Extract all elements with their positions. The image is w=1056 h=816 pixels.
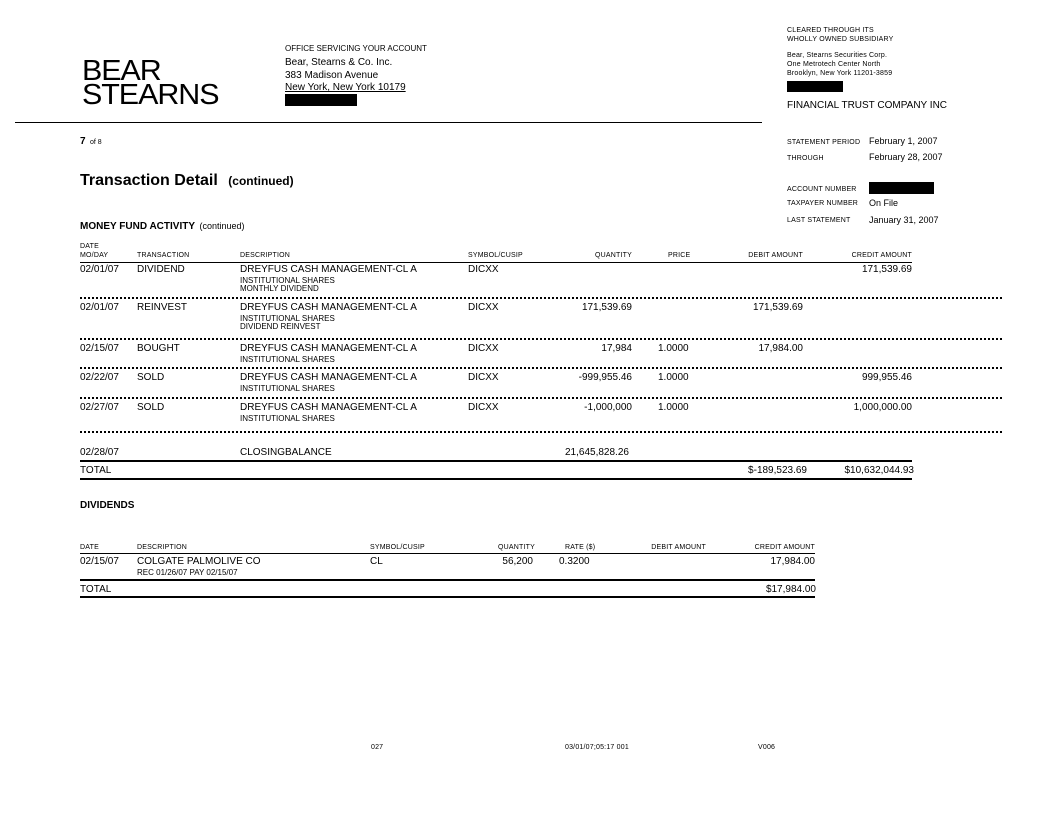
money-fund-heading (80, 216, 245, 234)
row-date: 02/22/07 (80, 372, 119, 383)
statement-period-label: STATEMENT PERIOD (787, 139, 861, 146)
col-debit: DEBIT AMOUNT (651, 544, 706, 551)
row-credit: 171,539.69 (861, 264, 912, 275)
footer-timestamp: 03/01/07;05:17 001 (565, 744, 629, 751)
row-separator (80, 367, 1002, 369)
header-rule (80, 553, 815, 554)
closing-date: 02/28/07 (80, 447, 119, 458)
last-statement-label: LAST STATEMENT (787, 217, 851, 224)
row-date: 02/01/07 (80, 302, 119, 313)
row-transaction: DIVIDEND (137, 264, 185, 275)
page-number: 7 (80, 136, 86, 147)
col-debit: DEBIT AMOUNT (748, 252, 803, 259)
col-credit: CREDIT AMOUNT (851, 252, 912, 259)
total-rule-top (80, 579, 815, 581)
row-quantity: 171,539.69 (581, 302, 632, 313)
row-description-line2: REC 01/26/07 PAY 02/15/07 (137, 568, 238, 577)
dividends-heading: DIVIDENDS (80, 500, 135, 511)
row-symbol: DICXX (468, 402, 499, 413)
col-quantity: QUANTITY (498, 544, 535, 551)
page-indicator (80, 131, 102, 149)
total-rule-top (80, 460, 912, 462)
row-quantity: -999,955.46 (578, 372, 632, 383)
row-description: COLGATE PALMOLIVE CO (137, 556, 261, 567)
row-transaction: SOLD (137, 402, 165, 413)
redaction-box (869, 182, 934, 194)
row-symbol: DICXX (468, 302, 499, 313)
header-rule (80, 262, 912, 263)
col-description: DESCRIPTION (240, 252, 291, 259)
row-separator (80, 431, 1002, 433)
row-separator (80, 338, 1002, 340)
taxpayer-value: On File (869, 198, 899, 208)
title-text: Transaction Detail (80, 172, 218, 189)
row-description-line2: INSTITUTIONAL SHARES (240, 384, 335, 393)
through-label: THROUGH (787, 155, 824, 162)
title-suffix: (continued) (228, 174, 294, 188)
row-description: DREYFUS CASH MANAGEMENT-CL A (240, 372, 417, 383)
footer-version: V006 (758, 744, 776, 751)
total-rule-bottom (80, 478, 912, 480)
last-statement-value: January 31, 2007 (869, 215, 939, 225)
statement-period-value: February 1, 2007 (869, 136, 938, 146)
bear-stearns-logo (82, 55, 219, 111)
subsidiary-name: Bear, Stearns Securities Corp. (787, 52, 888, 59)
row-date: 02/15/07 (80, 343, 119, 354)
office-label: OFFICE SERVICING YOUR ACCOUNT (285, 44, 427, 53)
row-transaction: REINVEST (137, 302, 188, 313)
row-symbol: DICXX (468, 372, 499, 383)
closing-description: CLOSINGBALANCE (240, 447, 332, 458)
row-transaction: BOUGHT (137, 343, 180, 354)
redaction-box (787, 81, 843, 92)
row-transaction: SOLD (137, 372, 165, 383)
col-quantity: QUANTITY (595, 252, 632, 259)
row-price: 1.0000 (658, 343, 689, 354)
row-credit: 17,984.00 (770, 556, 815, 567)
row-quantity: -1,000,000 (584, 402, 632, 413)
office-street: 383 Madison Avenue (285, 70, 379, 81)
total-credit: $17,984.00 (765, 584, 816, 595)
row-date: 02/27/07 (80, 402, 119, 413)
account-holder: FINANCIAL TRUST COMPANY INC (787, 100, 948, 111)
row-debit: 171,539.69 (752, 302, 803, 313)
col-date: DATE (80, 544, 99, 551)
col-date: MO/DAY (80, 252, 109, 259)
row-description: DREYFUS CASH MANAGEMENT-CL A (240, 264, 417, 275)
heading-suffix: (continued) (199, 221, 245, 231)
row-description-line3: MONTHLY DIVIDEND (240, 284, 319, 293)
cleared-line-2: WHOLLY OWNED SUBSIDIARY (787, 36, 894, 43)
row-description-line3: DIVIDEND REINVEST (240, 322, 321, 331)
row-credit: 1,000,000.00 (853, 402, 912, 413)
col-date-top: DATE (80, 243, 99, 250)
row-description-line2: INSTITUTIONAL SHARES (240, 355, 335, 364)
account-number-label: ACCOUNT NUMBER (787, 186, 857, 193)
row-price: 1.0000 (658, 372, 689, 383)
col-price: PRICE (668, 252, 691, 259)
taxpayer-label: TAXPAYER NUMBER (787, 200, 859, 207)
header-divider (15, 122, 762, 123)
col-transaction: TRANSACTION (137, 252, 190, 259)
row-rate: 0.3200 (559, 556, 590, 567)
row-description-line2: INSTITUTIONAL SHARES (240, 276, 335, 285)
page-of: of 8 (90, 139, 102, 146)
row-symbol: CL (370, 556, 383, 567)
logo-line-1: BEAR (82, 55, 161, 87)
col-symbol: SYMBOL/CUSIP (468, 252, 523, 259)
total-label: TOTAL (80, 584, 112, 595)
col-symbol: SYMBOL/CUSIP (370, 544, 425, 551)
row-date: 02/01/07 (80, 264, 119, 275)
heading-text: MONEY FUND ACTIVITY (80, 221, 196, 232)
row-credit: 999,955.46 (861, 372, 912, 383)
row-price: 1.0000 (658, 402, 689, 413)
subsidiary-street: One Metrotech Center North (787, 61, 881, 68)
total-debit: $-189,523.69 (748, 465, 807, 476)
footer-code: 027 (371, 744, 384, 751)
row-description: DREYFUS CASH MANAGEMENT-CL A (240, 302, 417, 313)
row-separator (80, 297, 1002, 299)
cleared-line-1: CLEARED THROUGH ITS (787, 27, 874, 34)
row-debit: 17,984.00 (758, 343, 803, 354)
row-date: 02/15/07 (80, 556, 119, 567)
logo-line-2: STEARNS (82, 79, 219, 111)
row-description: DREYFUS CASH MANAGEMENT-CL A (240, 402, 417, 413)
row-description: DREYFUS CASH MANAGEMENT-CL A (240, 343, 417, 354)
subsidiary-city: Brooklyn, New York 11201-3859 (787, 70, 893, 77)
col-credit: CREDIT AMOUNT (754, 544, 815, 551)
row-description-line2: INSTITUTIONAL SHARES (240, 414, 335, 423)
total-credit: $10,632,044.93 (844, 465, 914, 476)
col-description: DESCRIPTION (137, 544, 188, 551)
page-title (80, 172, 294, 190)
office-city: New York, New York 10179 (285, 82, 406, 93)
total-rule-bottom (80, 596, 815, 598)
through-value: February 28, 2007 (869, 152, 943, 162)
row-symbol: DICXX (468, 264, 499, 275)
closing-quantity: 21,645,828.26 (565, 447, 629, 458)
redaction-box (285, 94, 357, 106)
col-rate: RATE ($) (565, 544, 596, 551)
row-description-line2: INSTITUTIONAL SHARES (240, 314, 335, 323)
row-separator (80, 397, 1002, 399)
row-quantity: 17,984 (601, 343, 632, 354)
row-symbol: DICXX (468, 343, 499, 354)
total-label: TOTAL (80, 465, 112, 476)
office-name: Bear, Stearns & Co. Inc. (285, 57, 393, 68)
row-quantity: 56,200 (502, 556, 533, 567)
